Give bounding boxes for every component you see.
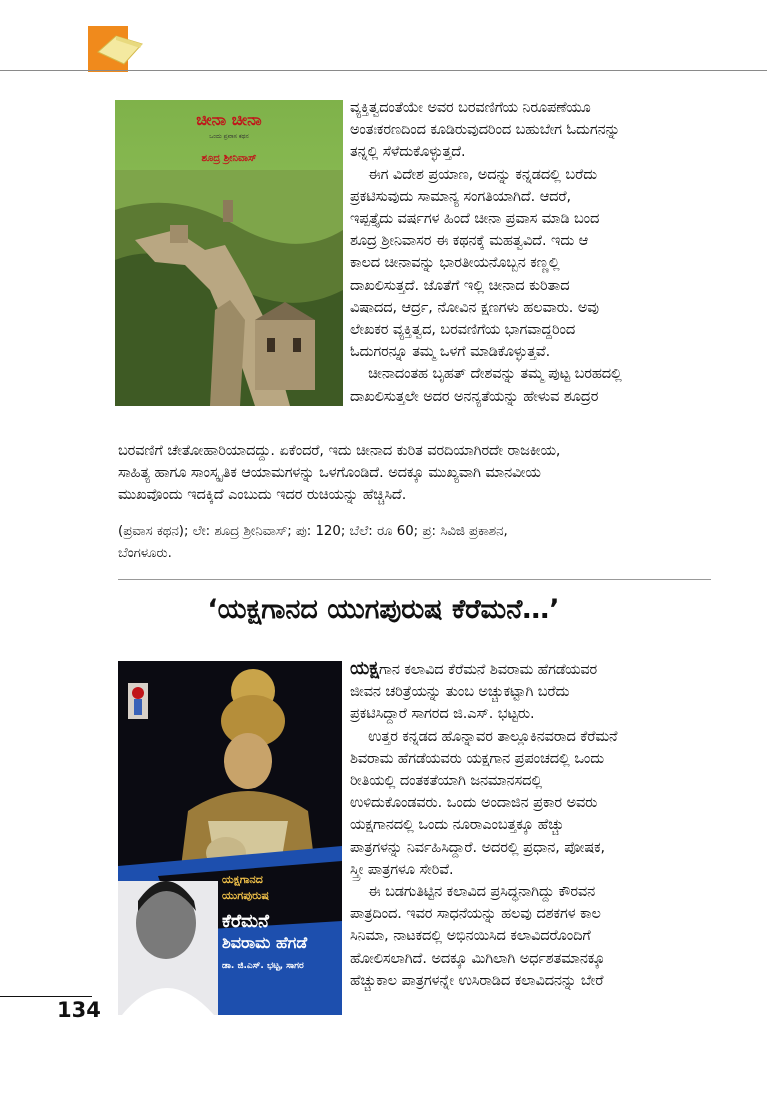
cover2-series-2: ಯುಗಪುರುಷ xyxy=(222,889,269,902)
bibliography-1 xyxy=(118,521,508,565)
text-line: ಪಾತ್ರದಿಂದ. ಇವರ ಸಾಧನೆಯನ್ನು ಹಲವು ದಶಕಗಳ ಕಾಲ xyxy=(350,906,601,923)
text-line: ಚೀನಾದಂತಹ ಬೃಹತ್ ದೇಶವನ್ನು ತಮ್ಮ ಪುಟ್ಟ ಬರಹದಲ್ಲಿ xyxy=(350,366,622,383)
cover-title: ಚೀನಾ ಚೀನಾ xyxy=(196,110,262,129)
text-line: ಶೂದ್ರ ಶ್ರೀನಿವಾಸರ ಈ ಕಥನಕ್ಕೆ ಮಹತ್ವವಿದೆ. ಇದು ಆ xyxy=(350,233,589,250)
text-line: ಕಾಲದ ಚೀನಾವನ್ನು ಭಾರತೀಯನೊಬ್ಬನ ಕಣ್ಣಲ್ಲಿ xyxy=(350,255,560,272)
text-line: ಲೇಖಕರ ವ್ಯಕ್ತಿತ್ವದ, ಬರವಣಿಗೆಯ ಭಾಗವಾದ್ದರಿಂದ xyxy=(350,322,576,339)
biblio-line: (ಪ್ರವಾಸ ಕಥನ); ಲೇ: ಶೂದ್ರ ಶ್ರೀನಿವಾಸ್; ಪು: 120; ಬೆಲೆ: ರೂ 60; ಪ್ರ: ಸಿವಿಜಿ ಪ್ರಕಾಶನ, xyxy=(118,524,508,539)
text-line: ಸಾಹಿತ್ಯ ಹಾಗೂ ಸಾಂಸ್ಕೃತಿಕ ಆಯಾಮಗಳನ್ನು ಒಳಗೊಂಡಿದೆ. ಅದಕ್ಕೂ ಮುಖ್ಯವಾಗಿ ಮಾನವೀಯ xyxy=(118,465,541,482)
text-line: ಈ ಬಡಗುತಿಟ್ಟಿನ ಕಲಾವಿದ ಪ್ರಸಿದ್ಧನಾಗಿದ್ದು ಕೌರವನ xyxy=(350,884,596,901)
cover-author: ಶೂದ್ರ ಶ್ರೀನಿವಾಸ್ xyxy=(201,153,257,164)
dropcap: ಯಕ್ಷ xyxy=(350,658,380,679)
book-cover-china xyxy=(115,100,343,406)
cover-subtitle: ಒಂದು ಪ್ರವಾಸ ಕಥನ xyxy=(209,133,249,140)
text-line: ಇಪ್ಪತ್ತೈದು ವರ್ಷಗಳ ಹಿಂದೆ ಚೀನಾ ಪ್ರವಾಸ ಮಾಡಿ ಬಂದ xyxy=(350,211,600,228)
text-line: ಸ್ತ್ರೀ ಪಾತ್ರಗಳೂ ಸೇರಿವೆ. xyxy=(350,861,454,878)
header-rule xyxy=(0,70,767,71)
text-line: ಶಿವರಾಮ ಹೆಗಡೆಯವರು ಯಕ್ಷಗಾನ ಪ್ರಪಂಚದಲ್ಲಿ ಒಂದು xyxy=(350,750,605,767)
text-line: ಅಂತಃಕರಣದಿಂದ ಕೂಡಿರುವುದರಿಂದ ಬಹುಬೇಗ ಓದುಗನನ್ನು xyxy=(350,122,620,139)
cover2-series: ಯಕ್ಷಗಾನದ xyxy=(222,873,263,886)
text-line: ದಾಖಲಿಸುತ್ತಲೇ ಅದರ ಅನನ್ಯತೆಯನ್ನು ಹೇಳುವ ಶೂದ್ರರ xyxy=(350,388,599,405)
text-line: ಉತ್ತರ ಕನ್ನಡದ ಹೊನ್ನಾವರ ತಾಲ್ಲೂಕಿನವರಾದ ಕೆರೆಮನೆ xyxy=(350,728,618,745)
text-line: ಓದುಗರನ್ನೂ ತಮ್ಮ ಒಳಗೆ ಮಾಡಿಕೊಳ್ಳುತ್ತವೆ. xyxy=(350,344,551,361)
cover2-name-1: ಕೆರೆಮನೆ xyxy=(222,911,269,932)
text-line: ವಿಷಾದದ, ಆರ್ದ್ರ, ನೋವಿನ ಕ್ಷಣಗಳು ಹಲವಾರು. ಅವು xyxy=(350,299,599,316)
text-line: ಸಿನಿಮಾ, ನಾಟಕದಲ್ಲಿ ಅಭಿನಯಿಸಿದ ಕಲಾವಿದರೊಂದಿಗೆ xyxy=(350,928,591,945)
book-cover-yakshagana xyxy=(118,661,342,1015)
text-line: ಬರವಣಿಗೆ ಚೇತೋಹಾರಿಯಾದದ್ದು. ಏಕೆಂದರೆ, ಇದು ಚೀನಾದ ಕುರಿತ ವರದಿಯಾಗಿರದೇ ರಾಜಕೀಯ, xyxy=(118,443,561,459)
first-line-rest: ಗಾನ ಕಲಾವಿದ ಕೆರೆಮನೆ ಶಿವರಾಮ ಹೆಗಡೆಯವರ xyxy=(379,662,598,678)
review-fullwidth-1 xyxy=(118,440,560,507)
book-icon xyxy=(88,22,146,74)
review-column-1 xyxy=(350,97,622,408)
text-line: ಪಾತ್ರಗಳನ್ನು ನಿರ್ವಹಿಸಿದ್ದಾರೆ. ಅದರಲ್ಲಿ ಪ್ರಧಾನ, ಪೋಷಕ, xyxy=(350,839,606,856)
article-headline: ‘ಯಕ್ಷಗಾನದ ಯುಗಪುರುಷ ಕೆರೆಮನೆ…’ xyxy=(207,594,560,625)
text-line: ಯಕ್ಷಗಾನದಲ್ಲಿ ಒಂದು ನೂರಾಎಂಬತ್ತಕ್ಕೂ ಹೆಚ್ಚು xyxy=(350,817,564,834)
text-line: ಈಗ ವಿದೇಶ ಪ್ರಯಾಣ, ಅದನ್ನು ಕನ್ನಡದಲ್ಲಿ ಬರೆದು xyxy=(350,166,598,183)
page-number: 134 xyxy=(57,998,101,1022)
text-line: ಪ್ರಕಟಿಸುವುದು ಸಾಮಾನ್ಯ ಸಂಗತಿಯಾಗಿದೆ. ಆದರೆ, xyxy=(350,188,572,205)
text-line: ಪ್ರಕಟಿಸಿದ್ದಾರೆ ಸಾಗರದ ಜಿ.ಎಸ್. ಭಟ್ಟರು. xyxy=(350,706,535,723)
text-line: ಮುಖವೊಂದು ಇದಕ್ಕಿದೆ ಎಂಬುದು ಇದರ ರುಚಿಯನ್ನು ಹೆಚ್ಚಿಸಿದೆ. xyxy=(118,487,407,504)
cover2-author: ಡಾ. ಜಿ.ಎಸ್. ಭಟ್ಟ, ಸಾಗರ xyxy=(222,961,304,971)
text-line: ಹೋಲಿಸಲಾಗಿದೆ. ಅದಕ್ಕೂ ಮಿಗಿಲಾಗಿ ಅರ್ಧಶತಮಾನಕ್ಕೂ xyxy=(350,950,605,967)
text-line: ಜೀವನ ಚರಿತ್ರೆಯನ್ನು ತುಂಬ ಅಚ್ಚುಕಟ್ಟಾಗಿ ಬರೆದು xyxy=(350,684,570,701)
review-column-2 xyxy=(350,658,618,992)
section-divider xyxy=(118,579,711,580)
text-line: ಹೆಚ್ಚುಕಾಲ ಪಾತ್ರಗಳನ್ನೇ ಉಸಿರಾಡಿದ ಕಲಾವಿದನನ್ನು ಬೇರೆ xyxy=(350,972,604,989)
text-line: ತನ್ನಲ್ಲಿ ಸೆಳೆದುಕೊಳ್ಳುತ್ತದೆ. xyxy=(350,144,466,161)
text-line: ದಾಖಲಿಸುತ್ತದೆ. ಜೊತೆಗೆ ಇಲ್ಲಿ ಚೀನಾದ ಕುರಿತಾದ xyxy=(350,277,570,294)
cover2-name-2: ಶಿವರಾಮ ಹೆಗಡೆ xyxy=(222,933,308,952)
first-line xyxy=(350,658,618,681)
text-line: ರೀತಿಯಲ್ಲಿ ದಂತಕತೆಯಾಗಿ ಜನಮಾನಸದಲ್ಲಿ xyxy=(350,773,543,790)
page-number-rule xyxy=(0,996,92,997)
text-line: ವ್ಯಕ್ತಿತ್ವದಂತೆಯೇ ಅವರ ಬರವಣಿಗೆಯ ನಿರೂಪಣೆಯೂ xyxy=(350,100,591,116)
text-line: ಉಳಿದುಕೊಂಡವರು. ಒಂದು ಅಂದಾಜಿನ ಪ್ರಕಾರ ಅವರು xyxy=(350,795,598,812)
biblio-line: ಬೆಂಗಳೂರು. xyxy=(118,546,172,561)
